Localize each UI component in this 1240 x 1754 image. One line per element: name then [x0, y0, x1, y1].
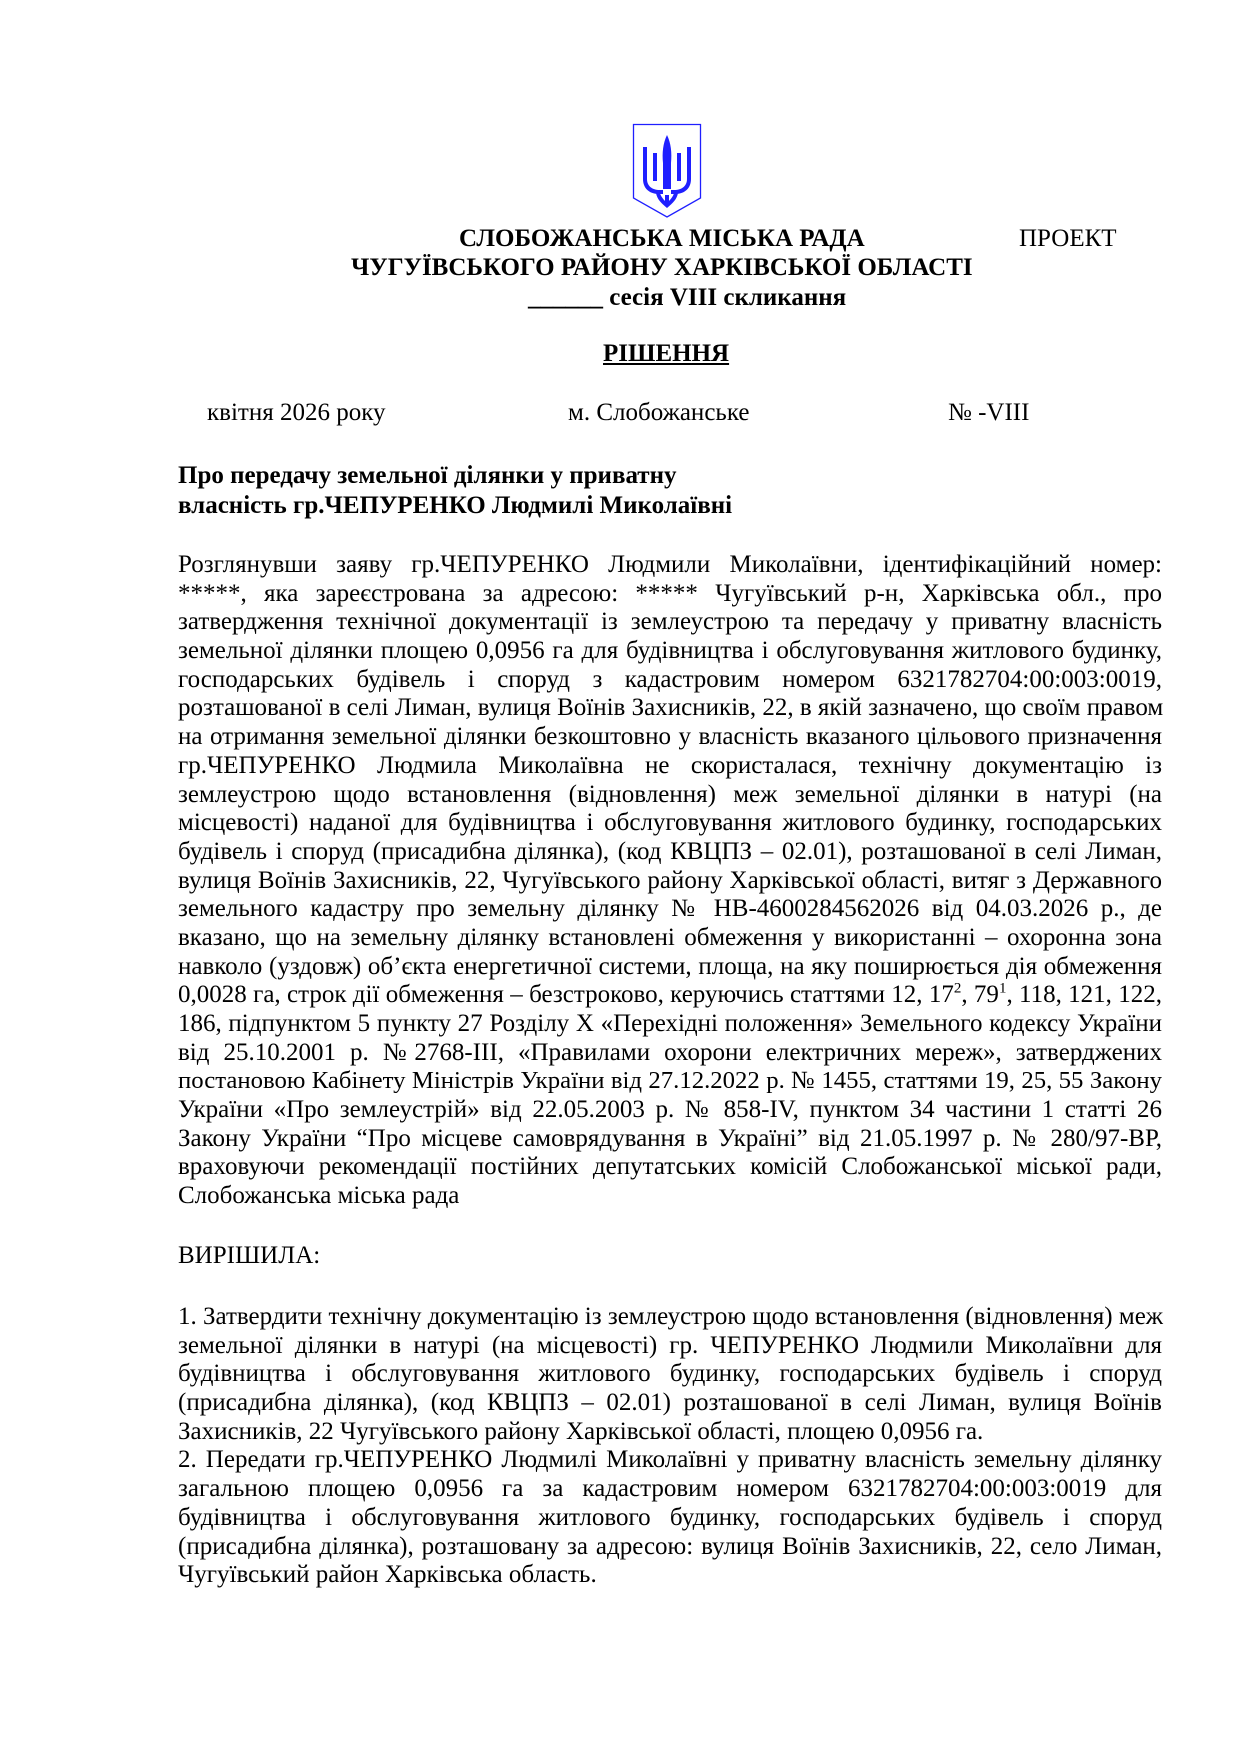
resolution-item-1	[178, 1303, 1162, 1446]
item-line: будівництва і обслуговування житлового будинку, господарських будівель і споруд	[178, 1503, 1162, 1531]
subject-line: власність гр.ЧЕПУРЕНКО Людмилі Миколаївні	[178, 492, 733, 519]
paragraph-line: навколо (уздовж) об’єкта енергетичної системи, площа, на яку поширюється дія обмеження	[178, 952, 1162, 980]
decision-date: квітня 2026 року	[207, 399, 386, 426]
paragraph-line: на отримання земельної ділянки безкоштовно у власність вказаного цільового призначення	[178, 723, 1162, 751]
paragraph-line: вказано, що на земельну ділянку встановлені обмеження у використанні – охоронна зона	[178, 923, 1162, 951]
subject-line: Про передачу земельної ділянки у приватну	[178, 462, 677, 489]
item-line: 2. Передати гр.ЧЕПУРЕНКО Людмилі Миколаївні у приватну власність земельну ділянку	[178, 1446, 1162, 1474]
draft-label: ПРОЕКТ	[1019, 225, 1117, 252]
item-line: будівництва і обслуговування житлового будинку, господарських будівель і споруд	[178, 1360, 1162, 1388]
paragraph-line: від 25.10.2001 р. №2768-ІІІ, «Правилами охорони електричних мереж», затверджених	[178, 1038, 1162, 1066]
paragraph-line: земельної ділянки площею 0,0956 га для будівництва і обслуговування житлового будинку,	[178, 637, 1162, 665]
item-line: Чугуївський район Харківська область.	[178, 1561, 597, 1589]
item-line: загальною площею 0,0956 га за кадастровим номером 6321782704:00:003:0019 для	[178, 1475, 1162, 1503]
superscript: 2	[953, 980, 962, 997]
paragraph-line: господарських будівель і споруд з кадастровим номером 6321782704:00:003:0019,	[178, 665, 1162, 693]
decision-subject	[178, 461, 1162, 521]
superscript: 1	[998, 980, 1007, 997]
resolved-label: ВИРІШИЛА:	[178, 1242, 321, 1269]
paragraph-line: Розглянувши заяву гр.ЧЕПУРЕНКО Людмили Миколаївни, ідентифікаційний номер:	[178, 551, 1162, 578]
decision-place: м. Слобожанське	[568, 399, 750, 426]
paragraph-line: земельного кадастру про земельну ділянку № НВ-4600284562026 від 04.03.2026 р., де	[178, 895, 1162, 923]
item-line: 1. Затвердити технічну документацію із землеустрою щодо встановлення (відновлення) меж	[178, 1303, 1164, 1330]
paragraph-line: вулиця Воїнів Захисників, 22, Чугуївського району Харківської області, витяг з Державного	[178, 866, 1162, 894]
text-segment: 0,0028 га, строк дії обмеження – безстроково, керуючись статтями 12, 17	[178, 981, 954, 1009]
preamble-paragraph	[178, 551, 1162, 1211]
item-line: (присадибна ділянка), розташовану за адресою: вулиця Воїнів Захисників, 22, село Лиман,	[178, 1532, 1162, 1560]
paragraph-line: затвердження технічної документації із землеустрою та передачу у приватну власність	[178, 608, 1162, 636]
council-name: СЛОБОЖАНСЬКА МІСЬКА РАДА	[459, 225, 865, 252]
session-line	[528, 283, 846, 312]
paragraph-line: розташованої в селі Лиман, вулиця Воїнів Захисників, 22, в якій зазначено, що своїм правом	[178, 694, 1164, 722]
decision-number: № -VIII	[948, 399, 1030, 426]
text-segment: , 118, 121, 122,	[1006, 981, 1162, 1009]
coat-of-arms-emblem	[632, 123, 702, 219]
paragraph-line: землеустрою щодо встановлення (відновлення) меж земельної ділянки в натурі (на	[178, 780, 1162, 808]
paragraph-line: *****, яка зареєстрована за адресою: ***** Чугуївський р-н, Харківська обл., про	[178, 579, 1162, 607]
paragraph-line: 186, підпунктом 5 пункту 27 Розділу Х «Перехідні положення» Земельного кодексу України	[178, 1010, 1162, 1037]
paragraph-line: України «Про землеустрій» від 22.05.2003 р. № 858-IV, пунктом 34 частини 1 статті 26	[178, 1096, 1162, 1124]
item-line: Захисників, 22 Чугуївського району Харківської області, площею 0,0956 га.	[178, 1417, 984, 1445]
resolution-items	[178, 1303, 1162, 1590]
session-number-blank: ______	[528, 284, 603, 311]
paragraph-line: будівель і споруд (присадибна ділянка), (код КВЦПЗ – 02.01), розташованої в селі Лиман,	[178, 837, 1162, 865]
paragraph-line: Закону України “Про місцеве самоврядування в Україні” від 21.05.1997 р. № 280/97-ВР,	[178, 1124, 1162, 1152]
item-line: (присадибна ділянка), (код КВЦПЗ – 02.01) розташованої в селі Лиман, вулиця Воїнів	[178, 1389, 1162, 1417]
paragraph-line: місцевості) наданої для будівництва і обслуговування житлового будинку, господарських	[178, 809, 1162, 837]
paragraph-line: Слобожанська міська рада	[178, 1182, 460, 1210]
item-line: земельної ділянки в натурі (на місцевості) гр. ЧЕПУРЕНКО Людмили Миколаївни для	[178, 1331, 1162, 1359]
paragraph-line: враховуючи рекомендації постійних депутатських комісій Слобожанської міської ради,	[178, 1153, 1162, 1181]
decision-title: РІШЕННЯ	[603, 340, 730, 367]
paragraph-line: постановою Кабінету Міністрів України від 27.12.2022 р. № 1455, статтями 19, 25, 55 Закону	[178, 1067, 1162, 1095]
region-heading: ЧУГУЇВСЬКОГО РАЙОНУ ХАРКІВСЬКОЇ ОБЛАСТІ	[351, 254, 973, 281]
paragraph-line: гр.ЧЕПУРЕНКО Людмила Миколаївна не скористалася, технічну документацію із	[178, 751, 1162, 779]
resolution-item-2	[178, 1446, 1162, 1589]
text-segment: , 79	[961, 981, 999, 1009]
session-label: сесія VIII скликання	[609, 284, 847, 311]
paragraph-line	[178, 981, 1162, 1010]
